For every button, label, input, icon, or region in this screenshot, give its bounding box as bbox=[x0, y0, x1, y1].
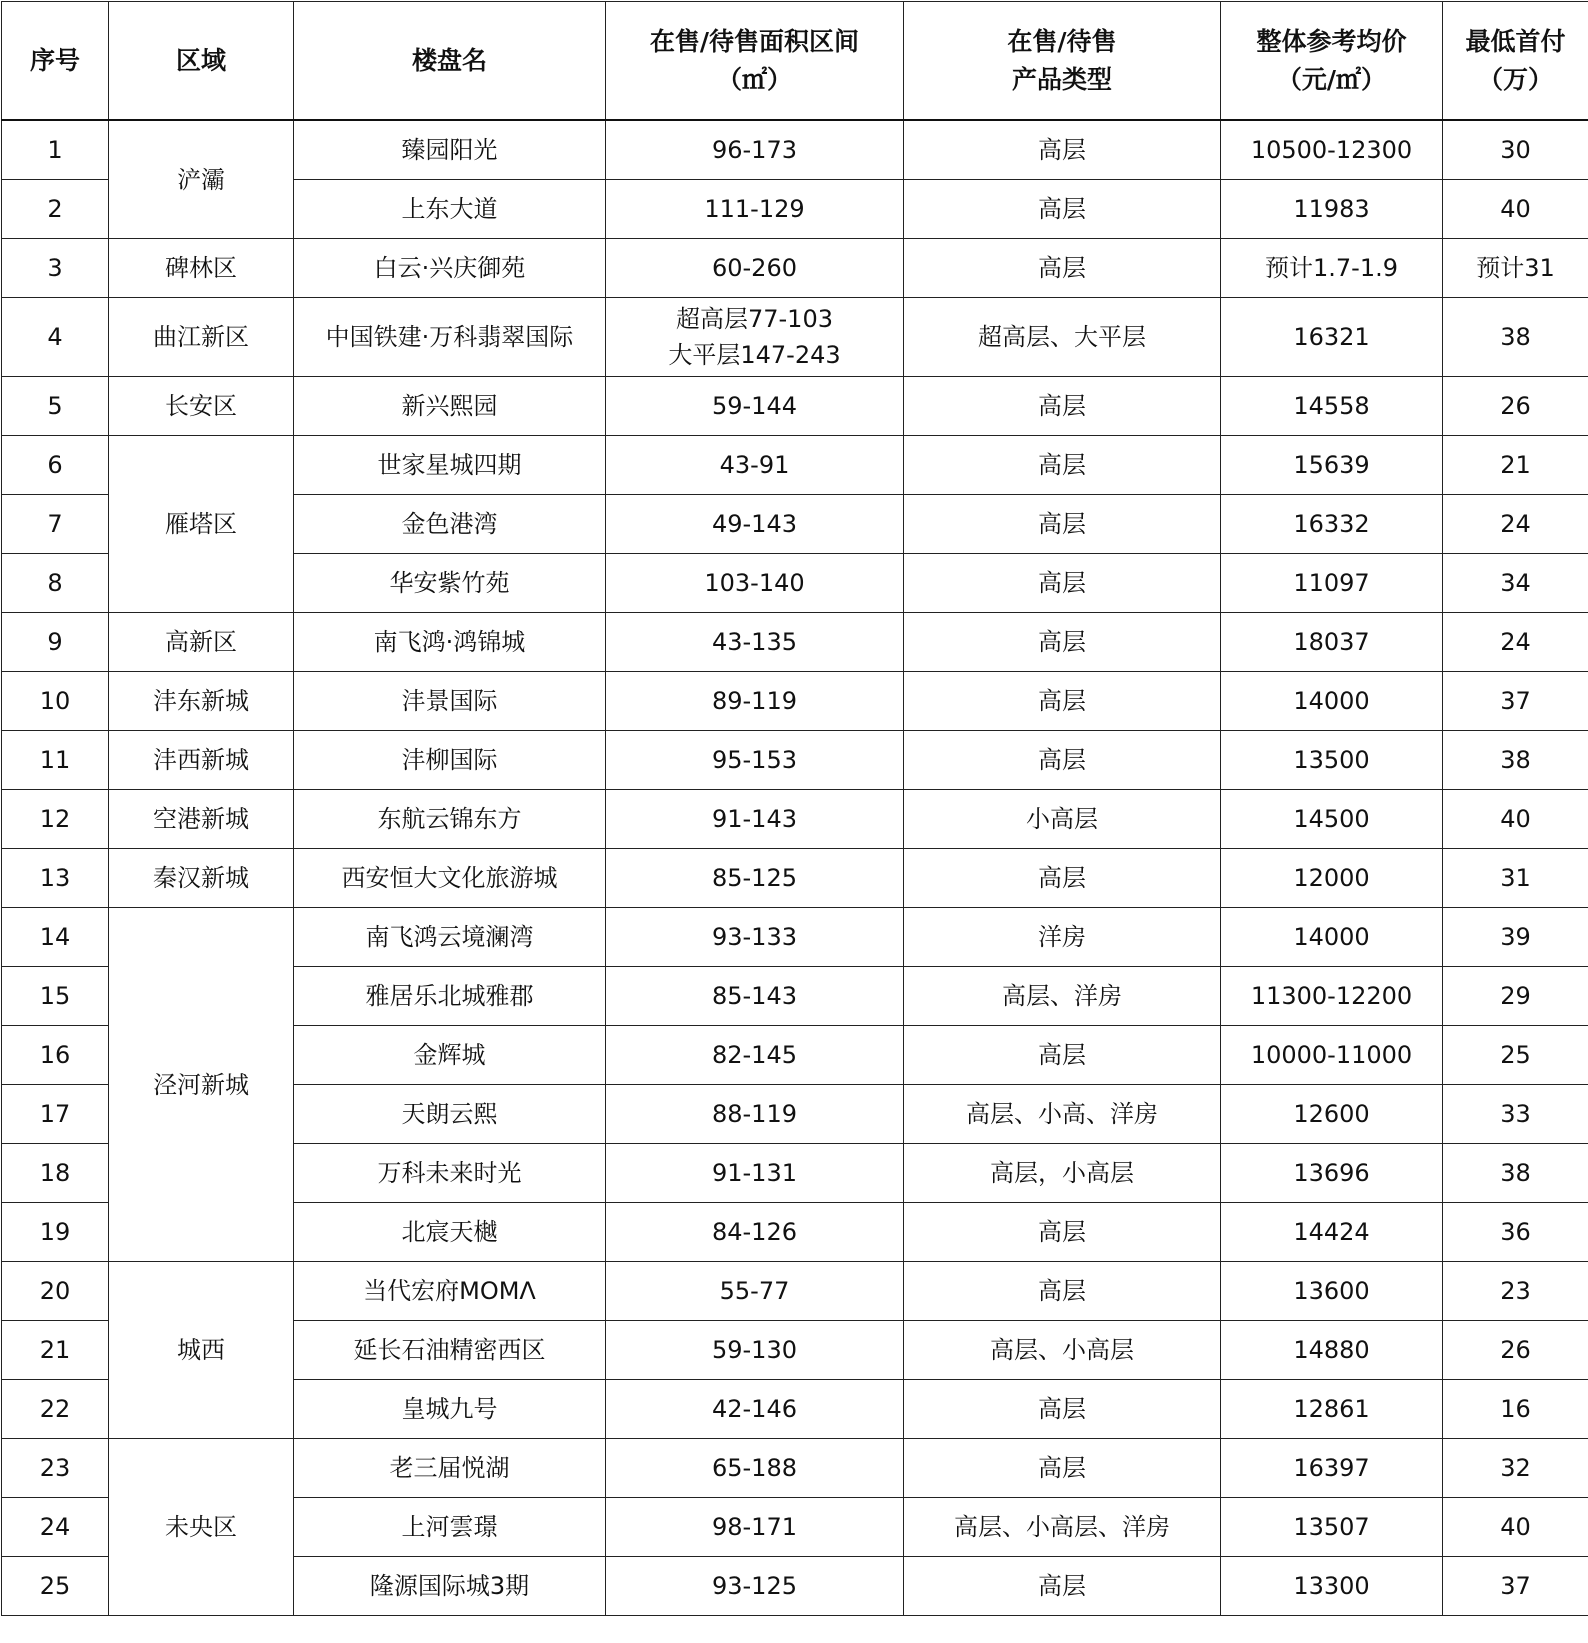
table-row bbox=[2, 120, 1588, 180]
cell-no: 13 bbox=[2, 849, 109, 908]
cell-region: 空港新城 bbox=[109, 790, 294, 849]
cell-no: 20 bbox=[2, 1262, 109, 1321]
cell-no: 21 bbox=[2, 1321, 109, 1380]
area-line: 49-143 bbox=[606, 506, 903, 542]
cell-type: 高层 bbox=[904, 239, 1221, 298]
cell-area bbox=[606, 672, 904, 731]
area-line: 103-140 bbox=[606, 565, 903, 601]
cell-type: 高层 bbox=[904, 1262, 1221, 1321]
cell-type: 洋房 bbox=[904, 908, 1221, 967]
cell-no: 1 bbox=[2, 120, 109, 180]
area-line: 88-119 bbox=[606, 1096, 903, 1132]
cell-type: 超高层、大平层 bbox=[904, 298, 1221, 377]
cell-down-payment: 26 bbox=[1443, 1321, 1588, 1380]
table-row bbox=[2, 613, 1588, 672]
cell-project: 延长石油精密西区 bbox=[294, 1321, 606, 1380]
cell-project: 北宸天樾 bbox=[294, 1203, 606, 1262]
cell-region: 未央区 bbox=[109, 1439, 294, 1616]
header-line: 整体参考均价 bbox=[1221, 23, 1442, 61]
area-line: 89-119 bbox=[606, 683, 903, 719]
cell-down-payment: 24 bbox=[1443, 613, 1588, 672]
cell-area bbox=[606, 554, 904, 613]
cell-price: 10000-11000 bbox=[1221, 1026, 1443, 1085]
cell-down-payment: 40 bbox=[1443, 1498, 1588, 1557]
cell-region: 长安区 bbox=[109, 377, 294, 436]
header-type bbox=[904, 2, 1221, 121]
cell-region: 曲江新区 bbox=[109, 298, 294, 377]
cell-area bbox=[606, 1557, 904, 1616]
cell-project: 臻园阳光 bbox=[294, 120, 606, 180]
cell-price: 13600 bbox=[1221, 1262, 1443, 1321]
cell-no: 11 bbox=[2, 731, 109, 790]
cell-down-payment: 40 bbox=[1443, 180, 1588, 239]
cell-area bbox=[606, 239, 904, 298]
housing-table bbox=[1, 1, 1588, 1616]
cell-area bbox=[606, 613, 904, 672]
area-line: 43-135 bbox=[606, 624, 903, 660]
cell-type: 高层 bbox=[904, 377, 1221, 436]
cell-type: 高层 bbox=[904, 731, 1221, 790]
cell-no: 12 bbox=[2, 790, 109, 849]
cell-region: 雁塔区 bbox=[109, 436, 294, 613]
cell-project: 新兴熙园 bbox=[294, 377, 606, 436]
header-line: （万） bbox=[1443, 61, 1588, 99]
cell-no: 2 bbox=[2, 180, 109, 239]
cell-down-payment: 40 bbox=[1443, 790, 1588, 849]
header-region: 区域 bbox=[109, 2, 294, 121]
cell-project: 沣柳国际 bbox=[294, 731, 606, 790]
cell-area bbox=[606, 180, 904, 239]
table-row bbox=[2, 1439, 1588, 1498]
cell-area bbox=[606, 1085, 904, 1144]
cell-down-payment: 39 bbox=[1443, 908, 1588, 967]
area-line: 60-260 bbox=[606, 250, 903, 286]
cell-price: 11097 bbox=[1221, 554, 1443, 613]
area-line: 大平层147-243 bbox=[606, 337, 903, 373]
cell-no: 14 bbox=[2, 908, 109, 967]
cell-type: 高层 bbox=[904, 672, 1221, 731]
area-line: 55-77 bbox=[606, 1273, 903, 1309]
cell-type: 高层、小高层、洋房 bbox=[904, 1498, 1221, 1557]
table-row bbox=[2, 790, 1588, 849]
area-line: 98-171 bbox=[606, 1509, 903, 1545]
cell-no: 6 bbox=[2, 436, 109, 495]
cell-area bbox=[606, 967, 904, 1026]
area-line: 59-130 bbox=[606, 1332, 903, 1368]
cell-region: 碑林区 bbox=[109, 239, 294, 298]
cell-price: 11983 bbox=[1221, 180, 1443, 239]
cell-area bbox=[606, 731, 904, 790]
header-line: （元/㎡） bbox=[1221, 61, 1442, 99]
cell-down-payment: 21 bbox=[1443, 436, 1588, 495]
header-no: 序号 bbox=[2, 2, 109, 121]
cell-project: 沣景国际 bbox=[294, 672, 606, 731]
area-line: 111-129 bbox=[606, 191, 903, 227]
table-header-row bbox=[2, 2, 1588, 121]
cell-price: 15639 bbox=[1221, 436, 1443, 495]
cell-project: 中国铁建·万科翡翠国际 bbox=[294, 298, 606, 377]
cell-type: 高层、小高层 bbox=[904, 1321, 1221, 1380]
area-line: 43-91 bbox=[606, 447, 903, 483]
cell-type: 高层 bbox=[904, 1203, 1221, 1262]
cell-area bbox=[606, 1321, 904, 1380]
table-row bbox=[2, 672, 1588, 731]
area-line: 84-126 bbox=[606, 1214, 903, 1250]
cell-region: 秦汉新城 bbox=[109, 849, 294, 908]
cell-project: 东航云锦东方 bbox=[294, 790, 606, 849]
cell-no: 17 bbox=[2, 1085, 109, 1144]
cell-down-payment: 26 bbox=[1443, 377, 1588, 436]
cell-project: 当代宏府MOMΛ bbox=[294, 1262, 606, 1321]
table-row bbox=[2, 298, 1588, 377]
cell-project: 西安恒大文化旅游城 bbox=[294, 849, 606, 908]
cell-type: 高层、小高、洋房 bbox=[904, 1085, 1221, 1144]
cell-no: 18 bbox=[2, 1144, 109, 1203]
cell-type: 高层 bbox=[904, 1557, 1221, 1616]
table-row bbox=[2, 436, 1588, 495]
area-line: 85-143 bbox=[606, 978, 903, 1014]
area-line: 85-125 bbox=[606, 860, 903, 896]
cell-down-payment: 30 bbox=[1443, 120, 1588, 180]
cell-area bbox=[606, 1144, 904, 1203]
cell-down-payment: 29 bbox=[1443, 967, 1588, 1026]
cell-price: 14880 bbox=[1221, 1321, 1443, 1380]
cell-project: 上东大道 bbox=[294, 180, 606, 239]
area-line: 95-153 bbox=[606, 742, 903, 778]
cell-type: 高层 bbox=[904, 120, 1221, 180]
cell-price: 13300 bbox=[1221, 1557, 1443, 1616]
table-row bbox=[2, 1262, 1588, 1321]
header-line: （㎡） bbox=[606, 61, 903, 99]
area-line: 96-173 bbox=[606, 132, 903, 168]
cell-area bbox=[606, 495, 904, 554]
cell-project: 华安紫竹苑 bbox=[294, 554, 606, 613]
cell-no: 24 bbox=[2, 1498, 109, 1557]
area-line: 65-188 bbox=[606, 1450, 903, 1486]
cell-region: 沣东新城 bbox=[109, 672, 294, 731]
cell-type: 高层 bbox=[904, 613, 1221, 672]
cell-project: 雅居乐北城雅郡 bbox=[294, 967, 606, 1026]
cell-price: 13696 bbox=[1221, 1144, 1443, 1203]
cell-type: 高层、洋房 bbox=[904, 967, 1221, 1026]
cell-type: 高层 bbox=[904, 554, 1221, 613]
cell-type: 高层 bbox=[904, 1380, 1221, 1439]
header-price bbox=[1221, 2, 1443, 121]
cell-type: 高层 bbox=[904, 180, 1221, 239]
cell-area bbox=[606, 1026, 904, 1085]
cell-price: 18037 bbox=[1221, 613, 1443, 672]
cell-price: 11300-12200 bbox=[1221, 967, 1443, 1026]
cell-area bbox=[606, 298, 904, 377]
cell-no: 7 bbox=[2, 495, 109, 554]
cell-no: 15 bbox=[2, 967, 109, 1026]
area-line: 42-146 bbox=[606, 1391, 903, 1427]
cell-no: 3 bbox=[2, 239, 109, 298]
cell-price: 13507 bbox=[1221, 1498, 1443, 1557]
area-line: 91-143 bbox=[606, 801, 903, 837]
header-down-payment bbox=[1443, 2, 1588, 121]
cell-area bbox=[606, 1380, 904, 1439]
cell-price: 14000 bbox=[1221, 672, 1443, 731]
header-line: 最低首付 bbox=[1443, 23, 1588, 61]
cell-no: 19 bbox=[2, 1203, 109, 1262]
area-line: 91-131 bbox=[606, 1155, 903, 1191]
cell-region: 泾河新城 bbox=[109, 908, 294, 1262]
cell-down-payment: 31 bbox=[1443, 849, 1588, 908]
cell-down-payment: 36 bbox=[1443, 1203, 1588, 1262]
cell-type: 高层 bbox=[904, 495, 1221, 554]
cell-price: 16321 bbox=[1221, 298, 1443, 377]
cell-price: 14558 bbox=[1221, 377, 1443, 436]
cell-type: 高层 bbox=[904, 436, 1221, 495]
cell-project: 白云·兴庆御苑 bbox=[294, 239, 606, 298]
cell-region: 高新区 bbox=[109, 613, 294, 672]
cell-down-payment: 32 bbox=[1443, 1439, 1588, 1498]
cell-no: 23 bbox=[2, 1439, 109, 1498]
area-line: 93-133 bbox=[606, 919, 903, 955]
cell-price: 14000 bbox=[1221, 908, 1443, 967]
cell-type: 高层 bbox=[904, 1026, 1221, 1085]
cell-no: 25 bbox=[2, 1557, 109, 1616]
cell-down-payment: 38 bbox=[1443, 1144, 1588, 1203]
cell-price: 16397 bbox=[1221, 1439, 1443, 1498]
header-line: 产品类型 bbox=[904, 61, 1220, 99]
table-row bbox=[2, 377, 1588, 436]
cell-price: 12861 bbox=[1221, 1380, 1443, 1439]
cell-area bbox=[606, 1439, 904, 1498]
cell-price: 14424 bbox=[1221, 1203, 1443, 1262]
cell-area bbox=[606, 908, 904, 967]
cell-no: 16 bbox=[2, 1026, 109, 1085]
cell-project: 金辉城 bbox=[294, 1026, 606, 1085]
cell-region: 城西 bbox=[109, 1262, 294, 1439]
cell-price: 14500 bbox=[1221, 790, 1443, 849]
area-line: 93-125 bbox=[606, 1568, 903, 1604]
table-row bbox=[2, 849, 1588, 908]
cell-type: 高层，小高层 bbox=[904, 1144, 1221, 1203]
cell-no: 5 bbox=[2, 377, 109, 436]
cell-price: 16332 bbox=[1221, 495, 1443, 554]
cell-down-payment: 37 bbox=[1443, 672, 1588, 731]
cell-type: 高层 bbox=[904, 849, 1221, 908]
area-line: 59-144 bbox=[606, 388, 903, 424]
cell-price: 13500 bbox=[1221, 731, 1443, 790]
cell-no: 22 bbox=[2, 1380, 109, 1439]
cell-project: 天朗云熙 bbox=[294, 1085, 606, 1144]
cell-down-payment: 33 bbox=[1443, 1085, 1588, 1144]
cell-project: 金色港湾 bbox=[294, 495, 606, 554]
header-line: 在售/待售面积区间 bbox=[606, 23, 903, 61]
cell-down-payment: 38 bbox=[1443, 298, 1588, 377]
cell-down-payment: 16 bbox=[1443, 1380, 1588, 1439]
cell-price: 预计1.7-1.9 bbox=[1221, 239, 1443, 298]
cell-area bbox=[606, 790, 904, 849]
cell-region: 浐灞 bbox=[109, 120, 294, 239]
cell-area bbox=[606, 1262, 904, 1321]
cell-price: 12600 bbox=[1221, 1085, 1443, 1144]
cell-down-payment: 34 bbox=[1443, 554, 1588, 613]
cell-project: 隆源国际城3期 bbox=[294, 1557, 606, 1616]
cell-price: 12000 bbox=[1221, 849, 1443, 908]
cell-area bbox=[606, 120, 904, 180]
cell-area bbox=[606, 436, 904, 495]
area-line: 82-145 bbox=[606, 1037, 903, 1073]
table-row bbox=[2, 239, 1588, 298]
cell-project: 世家星城四期 bbox=[294, 436, 606, 495]
cell-no: 10 bbox=[2, 672, 109, 731]
cell-project: 南飞鸿·鸿锦城 bbox=[294, 613, 606, 672]
cell-down-payment: 25 bbox=[1443, 1026, 1588, 1085]
cell-area bbox=[606, 849, 904, 908]
header-line: 在售/待售 bbox=[904, 23, 1220, 61]
cell-price: 10500-12300 bbox=[1221, 120, 1443, 180]
header-area bbox=[606, 2, 904, 121]
cell-down-payment: 38 bbox=[1443, 731, 1588, 790]
cell-project: 南飞鸿云境澜湾 bbox=[294, 908, 606, 967]
header-project: 楼盘名 bbox=[294, 2, 606, 121]
cell-no: 4 bbox=[2, 298, 109, 377]
table-row bbox=[2, 908, 1588, 967]
cell-project: 皇城九号 bbox=[294, 1380, 606, 1439]
cell-project: 万科未来时光 bbox=[294, 1144, 606, 1203]
cell-no: 8 bbox=[2, 554, 109, 613]
cell-down-payment: 37 bbox=[1443, 1557, 1588, 1616]
cell-type: 高层 bbox=[904, 1439, 1221, 1498]
area-line: 超高层77-103 bbox=[606, 301, 903, 337]
cell-project: 上河雲璟 bbox=[294, 1498, 606, 1557]
cell-down-payment: 23 bbox=[1443, 1262, 1588, 1321]
cell-area bbox=[606, 377, 904, 436]
cell-down-payment: 24 bbox=[1443, 495, 1588, 554]
cell-type: 小高层 bbox=[904, 790, 1221, 849]
table-row bbox=[2, 731, 1588, 790]
cell-area bbox=[606, 1203, 904, 1262]
cell-no: 9 bbox=[2, 613, 109, 672]
cell-area bbox=[606, 1498, 904, 1557]
cell-project: 老三届悦湖 bbox=[294, 1439, 606, 1498]
cell-down-payment: 预计31 bbox=[1443, 239, 1588, 298]
cell-region: 沣西新城 bbox=[109, 731, 294, 790]
